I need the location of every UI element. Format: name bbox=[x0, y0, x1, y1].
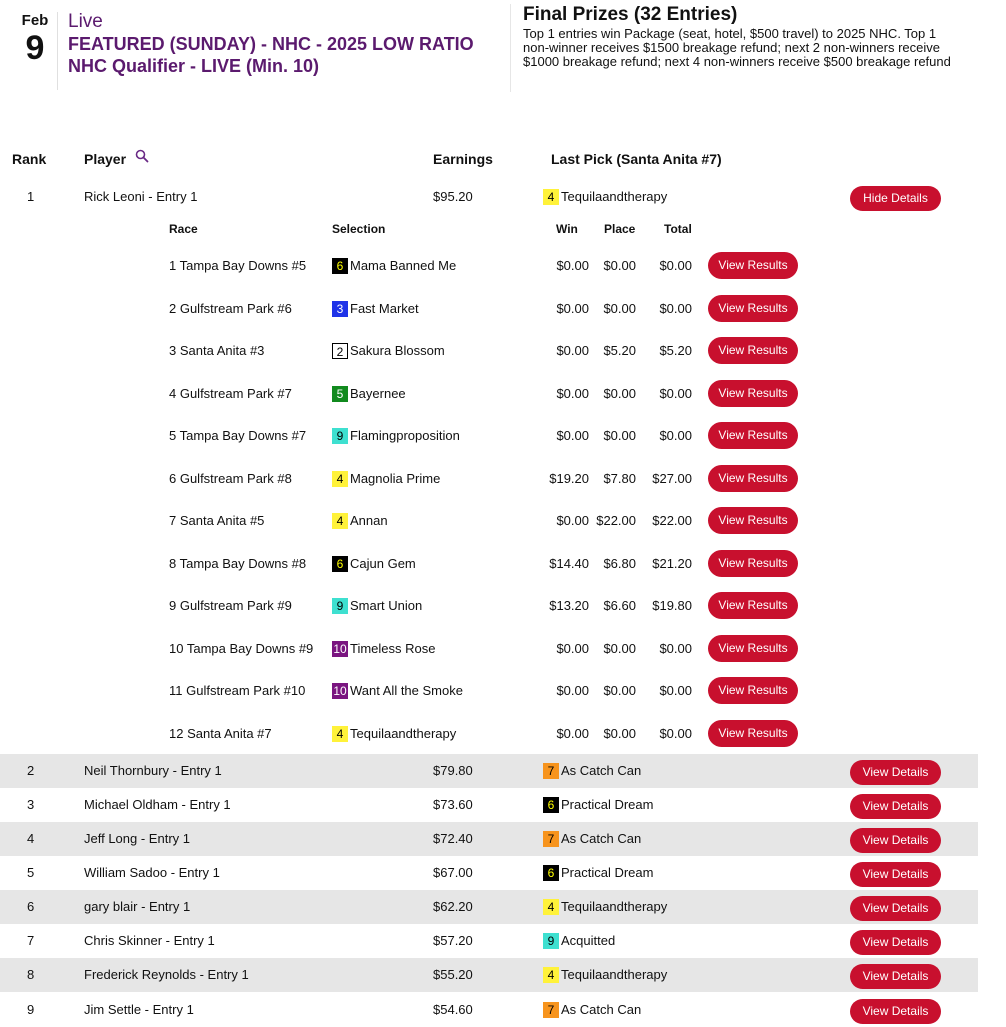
selection-horse: Fast Market bbox=[350, 300, 419, 316]
last-pick-cell bbox=[543, 865, 653, 881]
last-pick-horse: Acquitted bbox=[561, 933, 616, 948]
saddle-cloth-badge: 5 bbox=[332, 386, 348, 402]
player-name: Jeff Long - Entry 1 bbox=[84, 831, 190, 846]
detail-header-race: Race bbox=[169, 222, 198, 236]
selection-cell bbox=[332, 556, 416, 572]
total-amount: $0.00 bbox=[659, 300, 692, 316]
race-name: 1 Tampa Bay Downs #5 bbox=[169, 258, 307, 273]
header-divider bbox=[57, 12, 58, 90]
saddle-cloth-badge: 7 bbox=[543, 831, 559, 847]
saddle-cloth-badge: 4 bbox=[332, 726, 348, 742]
earnings-cell: $73.60 bbox=[433, 797, 473, 812]
total-amount: $0.00 bbox=[659, 683, 692, 698]
prizes-panel bbox=[523, 4, 963, 69]
race-name: 5 Tampa Bay Downs #7 bbox=[169, 428, 307, 443]
win-amount: $0.00 bbox=[556, 640, 589, 656]
selection-horse: Bayernee bbox=[350, 385, 406, 401]
race-name: 6 Gulfstream Park #8 bbox=[169, 470, 292, 486]
saddle-cloth-badge: 6 bbox=[543, 797, 559, 813]
win-amount: $0.00 bbox=[556, 258, 589, 273]
total-amount: $0.00 bbox=[659, 385, 692, 401]
last-pick-cell bbox=[543, 831, 641, 847]
total-amount: $0.00 bbox=[659, 640, 692, 656]
place-amount: $0.00 bbox=[603, 725, 636, 741]
rank-cell: 1 bbox=[27, 189, 35, 204]
race-name: 2 Gulfstream Park #6 bbox=[169, 300, 292, 316]
race-name: 3 Santa Anita #3 bbox=[169, 343, 265, 358]
total-amount: $0.00 bbox=[659, 725, 692, 741]
win-amount: $0.00 bbox=[556, 513, 589, 528]
last-pick-horse: Tequilaandtherapy bbox=[561, 189, 668, 204]
player-name: William Sadoo - Entry 1 bbox=[84, 865, 220, 880]
earnings-cell: $72.40 bbox=[433, 831, 473, 846]
last-pick-horse: As Catch Can bbox=[561, 831, 642, 846]
player-name: Jim Settle - Entry 1 bbox=[84, 1002, 194, 1017]
earnings-cell: $62.20 bbox=[433, 899, 473, 914]
detail-row bbox=[0, 550, 978, 592]
place-amount: $7.80 bbox=[603, 470, 636, 486]
player-name: Neil Thornbury - Entry 1 bbox=[84, 763, 222, 778]
view-results-button[interactable]: View Results bbox=[708, 252, 798, 279]
earnings-cell: $55.20 bbox=[433, 967, 473, 982]
contest-name: FEATURED (SUNDAY) - NHC - 2025 LOW RATIO NHC Qualifier - LIVE (Min. 10) bbox=[68, 34, 474, 76]
hide-details-button[interactable]: Hide Details bbox=[850, 186, 941, 211]
standings-row bbox=[0, 890, 978, 924]
place-amount: $0.00 bbox=[603, 258, 636, 273]
total-amount: $0.00 bbox=[659, 258, 692, 273]
detail-header-total: Total bbox=[664, 222, 692, 236]
race-name: 7 Santa Anita #5 bbox=[169, 513, 265, 528]
selection-horse: Sakura Blossom bbox=[350, 343, 445, 358]
detail-row bbox=[0, 252, 978, 294]
contest-title-block bbox=[68, 11, 488, 77]
selection-cell bbox=[332, 343, 445, 359]
selection-cell bbox=[332, 471, 440, 487]
last-pick-cell bbox=[543, 933, 615, 949]
rank-cell: 9 bbox=[27, 1002, 35, 1017]
saddle-cloth-badge: 10 bbox=[333, 641, 347, 656]
detail-row bbox=[0, 592, 978, 634]
last-pick-cell bbox=[543, 763, 641, 779]
place-amount: $6.60 bbox=[603, 598, 636, 613]
view-details-button[interactable]: View Details bbox=[850, 862, 941, 887]
view-details-button[interactable]: View Details bbox=[850, 794, 941, 819]
win-amount: $0.00 bbox=[556, 683, 589, 698]
player-name: Rick Leoni - Entry 1 bbox=[84, 189, 198, 204]
detail-row bbox=[0, 677, 978, 719]
prizes-description: Top 1 entries win Package (seat, hotel, $500 travel) to 2025 NHC. Top 1 non-winner receives $1500 breakage refund; next 2 non-winners receive $1000 breakage refund; next 4 non-winners receive $500 breakage refund bbox=[523, 26, 951, 69]
selection-cell bbox=[332, 726, 456, 742]
selection-cell bbox=[332, 683, 463, 699]
saddle-cloth-badge: 4 bbox=[332, 513, 348, 529]
saddle-cloth-badge: 7 bbox=[543, 1002, 559, 1018]
standings-row bbox=[0, 924, 978, 958]
column-header-earnings: Earnings bbox=[433, 151, 493, 167]
rank-cell: 8 bbox=[27, 967, 35, 982]
saddle-cloth-badge: 10 bbox=[333, 684, 347, 698]
last-pick-horse: Tequilaandtherapy bbox=[561, 967, 668, 982]
race-name: 11 Gulfstream Park #10 bbox=[169, 683, 306, 698]
saddle-cloth-badge: 6 bbox=[332, 556, 348, 572]
selection-horse: Timeless Rose bbox=[350, 640, 436, 656]
standings-row bbox=[0, 993, 978, 1027]
saddle-cloth-badge: 6 bbox=[332, 258, 348, 274]
win-amount: $0.00 bbox=[556, 300, 589, 316]
saddle-cloth-badge: 3 bbox=[332, 301, 348, 317]
view-details-button[interactable]: View Details bbox=[850, 964, 941, 989]
last-pick-cell bbox=[543, 1002, 641, 1018]
view-details-button[interactable]: View Details bbox=[850, 896, 941, 921]
total-amount: $5.20 bbox=[659, 343, 692, 358]
selection-cell bbox=[332, 258, 456, 274]
selection-horse: Flamingproposition bbox=[350, 428, 460, 443]
saddle-cloth-badge: 7 bbox=[543, 763, 559, 779]
last-pick-horse: Practical Dream bbox=[561, 865, 654, 880]
saddle-cloth-badge: 2 bbox=[332, 343, 348, 359]
view-details-button[interactable]: View Details bbox=[850, 760, 941, 785]
earnings-cell: $95.20 bbox=[433, 189, 473, 204]
standings-row bbox=[0, 856, 978, 890]
selection-horse: Annan bbox=[350, 513, 388, 528]
detail-row bbox=[0, 507, 978, 549]
standings-row bbox=[0, 180, 978, 214]
last-pick-cell bbox=[543, 189, 667, 205]
detail-row bbox=[0, 720, 978, 762]
view-details-button[interactable]: View Details bbox=[850, 930, 941, 955]
place-amount: $0.00 bbox=[603, 300, 636, 316]
place-amount: $0.00 bbox=[603, 683, 636, 698]
column-header-last-pick: Last Pick (Santa Anita #7) bbox=[551, 151, 722, 167]
header-divider-right bbox=[510, 4, 511, 92]
place-amount: $0.00 bbox=[603, 640, 636, 656]
detail-row bbox=[0, 295, 978, 337]
selection-cell bbox=[332, 641, 435, 657]
detail-row bbox=[0, 422, 978, 464]
view-results-button[interactable]: View Results bbox=[708, 635, 798, 662]
view-results-button[interactable]: View Results bbox=[708, 677, 798, 704]
view-details-button[interactable]: View Details bbox=[850, 999, 941, 1024]
win-amount: $0.00 bbox=[556, 385, 589, 401]
race-name: 12 Santa Anita #7 bbox=[169, 725, 272, 741]
view-results-button[interactable]: View Results bbox=[708, 422, 798, 449]
event-date bbox=[10, 12, 60, 66]
saddle-cloth-badge: 6 bbox=[543, 865, 559, 881]
selection-cell bbox=[332, 598, 422, 614]
event-day: 9 bbox=[25, 29, 45, 67]
saddle-cloth-badge: 9 bbox=[543, 933, 559, 949]
race-name: 9 Gulfstream Park #9 bbox=[169, 598, 292, 613]
detail-header-place: Place bbox=[604, 222, 636, 236]
total-amount: $22.00 bbox=[652, 513, 692, 528]
rank-cell: 4 bbox=[27, 831, 35, 846]
place-amount: $22.00 bbox=[596, 513, 636, 528]
rank-cell: 2 bbox=[27, 763, 35, 778]
selection-horse: Cajun Gem bbox=[350, 555, 416, 571]
saddle-cloth-badge: 9 bbox=[332, 598, 348, 614]
selection-horse: Smart Union bbox=[350, 598, 423, 613]
standings-row bbox=[0, 788, 978, 822]
selection-horse: Want All the Smoke bbox=[350, 683, 463, 698]
saddle-cloth-badge: 9 bbox=[332, 428, 348, 444]
event-month: Feb bbox=[21, 12, 49, 29]
detail-header-selection: Selection bbox=[332, 222, 386, 236]
place-amount: $5.20 bbox=[603, 343, 636, 358]
race-name: 4 Gulfstream Park #7 bbox=[169, 385, 292, 401]
selection-horse: Magnolia Prime bbox=[350, 470, 441, 486]
win-amount: $0.00 bbox=[556, 428, 589, 443]
total-amount: $21.20 bbox=[652, 555, 692, 571]
saddle-cloth-badge: 4 bbox=[543, 967, 559, 983]
win-amount: $19.20 bbox=[549, 470, 589, 486]
view-results-button[interactable]: View Results bbox=[708, 592, 798, 619]
win-amount: $0.00 bbox=[556, 343, 589, 358]
prizes-title: Final Prizes (32 Entries) bbox=[523, 4, 738, 25]
contest-status: Live bbox=[68, 11, 103, 32]
win-amount: $13.20 bbox=[549, 598, 589, 613]
view-results-button[interactable]: View Results bbox=[708, 720, 798, 747]
view-details-button[interactable]: View Details bbox=[850, 828, 941, 853]
earnings-cell: $54.60 bbox=[433, 1002, 473, 1017]
saddle-cloth-badge: 4 bbox=[543, 189, 559, 205]
win-amount: $14.40 bbox=[549, 555, 589, 571]
earnings-cell: $57.20 bbox=[433, 933, 473, 948]
view-results-button[interactable]: View Results bbox=[708, 507, 798, 534]
player-name: Frederick Reynolds - Entry 1 bbox=[84, 967, 249, 982]
standings-row bbox=[0, 958, 978, 992]
last-pick-cell bbox=[543, 967, 667, 983]
selection-cell bbox=[332, 386, 406, 402]
detail-row bbox=[0, 380, 978, 422]
place-amount: $0.00 bbox=[603, 385, 636, 401]
view-results-button[interactable]: View Results bbox=[708, 550, 798, 577]
earnings-cell: $67.00 bbox=[433, 865, 473, 880]
earnings-cell: $79.80 bbox=[433, 763, 473, 778]
total-amount: $0.00 bbox=[659, 428, 692, 443]
selection-cell bbox=[332, 513, 388, 529]
race-name: 8 Tampa Bay Downs #8 bbox=[169, 555, 307, 571]
selection-horse: Tequilaandtherapy bbox=[350, 725, 457, 741]
last-pick-horse: Practical Dream bbox=[561, 797, 654, 812]
last-pick-cell bbox=[543, 797, 653, 813]
view-results-button[interactable]: View Results bbox=[708, 295, 798, 322]
total-amount: $27.00 bbox=[652, 470, 692, 486]
last-pick-horse: As Catch Can bbox=[561, 1002, 642, 1017]
rank-cell: 5 bbox=[27, 865, 35, 880]
column-header-rank: Rank bbox=[12, 151, 47, 167]
player-name: Michael Oldham - Entry 1 bbox=[84, 797, 231, 812]
standings-row bbox=[0, 822, 978, 856]
saddle-cloth-badge: 4 bbox=[543, 899, 559, 915]
race-name: 10 Tampa Bay Downs #9 bbox=[169, 640, 314, 656]
place-amount: $0.00 bbox=[603, 428, 636, 443]
detail-row bbox=[0, 337, 978, 379]
detail-row bbox=[0, 635, 978, 677]
detail-header-win: Win bbox=[556, 222, 578, 236]
total-amount: $19.80 bbox=[652, 598, 692, 613]
last-pick-cell bbox=[543, 899, 667, 915]
detail-row bbox=[0, 465, 978, 507]
last-pick-horse: Tequilaandtherapy bbox=[561, 899, 668, 914]
view-results-button[interactable]: View Results bbox=[708, 380, 798, 407]
rank-cell: 3 bbox=[27, 797, 35, 812]
saddle-cloth-badge: 4 bbox=[332, 471, 348, 487]
rank-cell: 6 bbox=[27, 899, 35, 914]
view-results-button[interactable]: View Results bbox=[708, 465, 798, 492]
player-name: Chris Skinner - Entry 1 bbox=[84, 933, 215, 948]
player-name: gary blair - Entry 1 bbox=[84, 899, 191, 914]
selection-cell bbox=[332, 428, 460, 444]
view-results-button[interactable]: View Results bbox=[708, 337, 798, 364]
selection-cell bbox=[332, 301, 419, 317]
player-search-icon[interactable] bbox=[135, 149, 149, 163]
column-header-player: Player bbox=[84, 151, 127, 167]
place-amount: $6.80 bbox=[603, 555, 636, 571]
win-amount: $0.00 bbox=[556, 725, 589, 741]
rank-cell: 7 bbox=[27, 933, 35, 948]
selection-horse: Mama Banned Me bbox=[350, 258, 457, 273]
last-pick-horse: As Catch Can bbox=[561, 763, 642, 778]
